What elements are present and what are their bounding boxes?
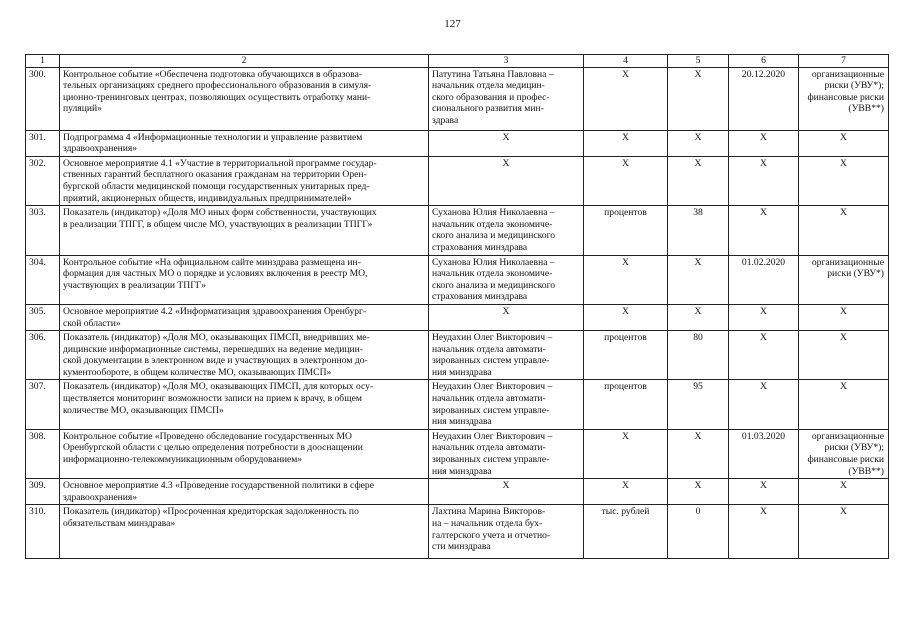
date-cell: Х bbox=[729, 331, 799, 380]
measure-name-line: кументообороте, в общем количестве МО, оказывающих ПМСП» bbox=[63, 366, 332, 378]
measure-name-line: ственных гарантий бесплатного оказания гражданам на территории Орен- bbox=[63, 169, 367, 181]
responsible-line: зированных систем управле- bbox=[432, 454, 550, 466]
value-cell: 95 bbox=[668, 380, 729, 429]
risk-line: Х bbox=[840, 305, 847, 317]
risk-line: Х bbox=[840, 381, 847, 393]
measure-name-cell bbox=[60, 67, 429, 130]
risk-line: Х bbox=[840, 207, 847, 219]
date-cell: Х bbox=[729, 156, 799, 205]
measure-name-line: Контрольное событие «Проведено обследование государственных МО bbox=[63, 430, 352, 442]
row-number-cell: 310. bbox=[26, 505, 60, 559]
unit-cell: процентов bbox=[584, 206, 668, 255]
responsible-line: на – начальник отдела бух- bbox=[432, 518, 543, 529]
responsible-line: Х bbox=[502, 157, 510, 169]
value-cell: Х bbox=[668, 429, 729, 478]
unit-cell: Х bbox=[584, 304, 668, 330]
responsible-cell bbox=[429, 380, 584, 429]
measure-name-line: формация для частных МО о порядке и условиях включения в реестр МО, bbox=[63, 268, 368, 280]
risk-line: финансовые риски bbox=[807, 454, 884, 466]
column-header: 2 bbox=[60, 55, 429, 68]
table-row bbox=[26, 67, 889, 130]
risk-line: (УВВ**) bbox=[848, 465, 884, 477]
column-header: 5 bbox=[668, 55, 729, 68]
date-cell: 01.02.2020 bbox=[729, 255, 799, 304]
responsible-line: начальник отдела автомати- bbox=[432, 442, 546, 454]
responsible-line: начальник отдела автомати- bbox=[432, 343, 546, 355]
measures-table bbox=[25, 54, 889, 559]
responsible-cell bbox=[429, 67, 584, 130]
responsible-line: ского образования и профес- bbox=[432, 91, 550, 103]
row-number-cell: 303. bbox=[26, 206, 60, 255]
responsible-line: начальник отдела медицин- bbox=[432, 80, 545, 92]
measure-name-cell bbox=[60, 304, 429, 330]
responsible-cell bbox=[429, 304, 584, 330]
responsible-line: ского анализа и медицинского bbox=[432, 230, 556, 242]
risk-line: организационные bbox=[811, 430, 884, 442]
row-number-cell: 304. bbox=[26, 255, 60, 304]
measure-name-line: приятий, акционерных обществ, индивидуальных предпринимателей» bbox=[63, 192, 352, 204]
date-cell: Х bbox=[729, 479, 799, 505]
risk-cell bbox=[799, 429, 889, 478]
responsible-line: Лахтина Марина Викторов- bbox=[432, 506, 546, 518]
responsible-line: начальник отдела экономиче- bbox=[432, 268, 553, 280]
responsible-cell bbox=[429, 429, 584, 478]
table-row bbox=[26, 206, 889, 255]
date-cell: Х bbox=[729, 206, 799, 255]
responsible-cell bbox=[429, 331, 584, 380]
value-cell: Х bbox=[668, 130, 729, 156]
risk-line: Х bbox=[840, 480, 847, 492]
measure-name-line: количестве МО, оказывающих ПМСП» bbox=[63, 404, 224, 416]
unit-cell: процентов bbox=[584, 331, 668, 380]
risk-cell bbox=[799, 304, 889, 330]
risk-line: риски (УВУ*); bbox=[824, 442, 884, 454]
risk-cell bbox=[799, 130, 889, 156]
measure-name-cell bbox=[60, 380, 429, 429]
date-cell: Х bbox=[729, 380, 799, 429]
measure-name-line: здравоохранения» bbox=[63, 143, 138, 155]
page-number: 127 bbox=[444, 18, 461, 30]
measure-name-line: Оренбургской области с целью определения потребности в дооснащении bbox=[63, 442, 363, 454]
responsible-cell bbox=[429, 130, 584, 156]
responsible-line: Неудахин Олег Викторович – bbox=[432, 381, 553, 393]
table-row bbox=[26, 479, 889, 505]
unit-cell: Х bbox=[584, 479, 668, 505]
value-cell: Х bbox=[668, 255, 729, 304]
responsible-line: ского анализа и медицинского bbox=[432, 279, 556, 291]
date-cell: Х bbox=[729, 304, 799, 330]
responsible-line: страхования минздрава bbox=[432, 241, 528, 253]
date-cell: 01.03.2020 bbox=[729, 429, 799, 478]
risk-cell bbox=[799, 67, 889, 130]
responsible-cell bbox=[429, 505, 584, 559]
column-header: 6 bbox=[729, 55, 799, 68]
responsible-cell bbox=[429, 156, 584, 205]
table-row bbox=[26, 255, 889, 304]
measure-name-cell bbox=[60, 156, 429, 205]
unit-cell: Х bbox=[584, 429, 668, 478]
risk-line: (УВВ**) bbox=[848, 103, 884, 115]
responsible-line: Неудахин Олег Викторович – bbox=[432, 430, 553, 442]
responsible-line: начальник отдела автомати- bbox=[432, 393, 546, 405]
unit-cell: тыс. рублей bbox=[584, 505, 668, 559]
responsible-cell bbox=[429, 206, 584, 255]
measure-name-line: информационно-телекоммуникационным оборудованием» bbox=[63, 454, 303, 466]
risk-line: риски (УВУ*) bbox=[827, 268, 884, 280]
date-cell: 20.12.2020 bbox=[729, 67, 799, 130]
measure-name-line: ществляется мониторинг возможности записи на прием к врачу, в общем bbox=[63, 393, 362, 405]
table-row bbox=[26, 156, 889, 205]
responsible-line: страхования минздрава bbox=[432, 291, 528, 303]
risk-cell bbox=[799, 156, 889, 205]
risk-line: организационные bbox=[811, 256, 884, 268]
measure-name-line: Показатель (индикатор) «Доля МО, оказывающих ПМСП, для которых осу- bbox=[63, 381, 374, 393]
measure-name-cell bbox=[60, 206, 429, 255]
value-cell: Х bbox=[668, 479, 729, 505]
row-number-cell: 305. bbox=[26, 304, 60, 330]
value-cell: 80 bbox=[668, 331, 729, 380]
responsible-line: галтерского учета и отчетно- bbox=[432, 529, 551, 541]
column-header: 4 bbox=[584, 55, 668, 68]
row-number-cell: 309. bbox=[26, 479, 60, 505]
risk-cell bbox=[799, 206, 889, 255]
row-number-cell: 302. bbox=[26, 156, 60, 205]
row-number-cell: 301. bbox=[26, 130, 60, 156]
measure-name-line: Контрольное событие «Обеспечена подготовка обучающихся в образова- bbox=[63, 68, 363, 80]
risk-cell bbox=[799, 380, 889, 429]
measure-name-cell bbox=[60, 505, 429, 559]
measure-name-line: Показатель (индикатор) «Просроченная кредиторская задолженность по bbox=[63, 506, 359, 518]
measure-name-line: Основное мероприятие 4.3 «Проведение государственной политики в сфере bbox=[63, 480, 374, 492]
row-number-cell: 300. bbox=[26, 67, 60, 130]
table-row bbox=[26, 429, 889, 478]
measure-name-cell bbox=[60, 130, 429, 156]
measure-name-line: бургской области медицинской помощи государственных унитарных пред- bbox=[63, 180, 370, 192]
measure-name-line: пуляций» bbox=[63, 103, 102, 115]
table-row bbox=[26, 331, 889, 380]
column-header: 3 bbox=[429, 55, 584, 68]
measure-name-line: участвующих в реализации ТПГГ» bbox=[63, 279, 206, 291]
responsible-line: зированных систем управле- bbox=[432, 404, 550, 416]
measure-name-cell bbox=[60, 255, 429, 304]
measure-name-line: дицинские информационные системы, перешедших на ведение медицин- bbox=[63, 343, 364, 355]
responsible-line: ния минздрава bbox=[432, 366, 492, 378]
responsible-line: Суханова Юлия Николаевна – bbox=[432, 256, 555, 268]
responsible-line: Патутина Татьяна Павловна – bbox=[432, 68, 554, 80]
responsible-line: зированных систем управле- bbox=[432, 355, 550, 367]
measure-name-cell bbox=[60, 331, 429, 380]
measure-name-line: здравоохранения» bbox=[63, 491, 138, 503]
responsible-line: начальник отдела экономиче- bbox=[432, 218, 553, 230]
responsible-line: сти минздрава bbox=[432, 541, 491, 553]
unit-cell: Х bbox=[584, 130, 668, 156]
value-cell: Х bbox=[668, 67, 729, 130]
responsible-line: здрава bbox=[432, 114, 459, 126]
measure-name-line: Контрольное событие «На официальном сайте минздрава размещена ин- bbox=[63, 256, 361, 268]
risk-cell bbox=[799, 505, 889, 559]
risk-line: Х bbox=[840, 131, 847, 143]
table-row bbox=[26, 304, 889, 330]
responsible-line: Х bbox=[502, 480, 510, 492]
unit-cell: процентов bbox=[584, 380, 668, 429]
value-cell: Х bbox=[668, 304, 729, 330]
risk-line: организационные bbox=[811, 68, 884, 80]
measure-name-line: Показатель (индикатор) «Доля МО, оказывающих ПМСП, внедривших ме- bbox=[63, 332, 370, 344]
measure-name-cell bbox=[60, 479, 429, 505]
column-number-row bbox=[26, 55, 889, 68]
row-number-cell: 306. bbox=[26, 331, 60, 380]
responsible-cell bbox=[429, 255, 584, 304]
measure-name-line: ской документации в электронном виде и участвующих в электронном до- bbox=[63, 355, 368, 367]
measure-name-line: в реализации ТПГГ, в общем числе МО, участвующих в реализации ТПГГ» bbox=[63, 218, 373, 230]
measure-name-line: ской области» bbox=[63, 317, 121, 329]
measure-name-line: ционно-тренинговых центрах, позволяющих осуществить отработку мани- bbox=[63, 91, 371, 103]
risk-line: Х bbox=[840, 332, 847, 344]
measure-name-line: обязательствам минздрава» bbox=[63, 518, 176, 529]
responsible-line: ния минздрава bbox=[432, 416, 492, 428]
value-cell: Х bbox=[668, 156, 729, 205]
date-cell: Х bbox=[729, 130, 799, 156]
responsible-line: сионального развития мин- bbox=[432, 103, 544, 115]
row-number-cell: 308. bbox=[26, 429, 60, 478]
responsible-line: Суханова Юлия Николаевна – bbox=[432, 207, 555, 219]
date-cell: Х bbox=[729, 505, 799, 559]
responsible-cell bbox=[429, 479, 584, 505]
unit-cell: Х bbox=[584, 156, 668, 205]
column-header: 7 bbox=[799, 55, 889, 68]
column-header: 1 bbox=[26, 55, 60, 68]
risk-line: финансовые риски bbox=[807, 91, 884, 103]
measure-name-line: Основное мероприятие 4.2 «Информатизация здравоохранения Оренбург- bbox=[63, 305, 367, 317]
measure-name-line: Подпрограмма 4 «Информационные технологии и управление развитием bbox=[63, 131, 363, 143]
row-number-cell: 307. bbox=[26, 380, 60, 429]
measure-name-cell bbox=[60, 429, 429, 478]
risk-line: риски (УВУ*); bbox=[824, 80, 884, 92]
table-row bbox=[26, 505, 889, 559]
value-cell: 0 bbox=[668, 505, 729, 559]
responsible-line: Неудахин Олег Викторович – bbox=[432, 332, 553, 344]
table-row bbox=[26, 130, 889, 156]
responsible-line: ния минздрава bbox=[432, 465, 492, 477]
unit-cell: Х bbox=[584, 67, 668, 130]
risk-line: Х bbox=[840, 157, 847, 169]
unit-cell: Х bbox=[584, 255, 668, 304]
measure-name-line: Показатель (индикатор) «Доля МО иных форм собственности, участвующих bbox=[63, 207, 377, 219]
measure-name-line: Основное мероприятие 4.1 «Участие в территориальной программе государ- bbox=[63, 157, 377, 169]
responsible-line: Х bbox=[502, 131, 510, 143]
risk-cell bbox=[799, 331, 889, 380]
risk-cell bbox=[799, 255, 889, 304]
table-row bbox=[26, 380, 889, 429]
risk-line: Х bbox=[840, 506, 847, 518]
measure-name-line: тельных организациях среднего профессионального образования в симуля- bbox=[63, 80, 372, 92]
responsible-line: Х bbox=[502, 305, 510, 317]
value-cell: 38 bbox=[668, 206, 729, 255]
risk-cell bbox=[799, 479, 889, 505]
